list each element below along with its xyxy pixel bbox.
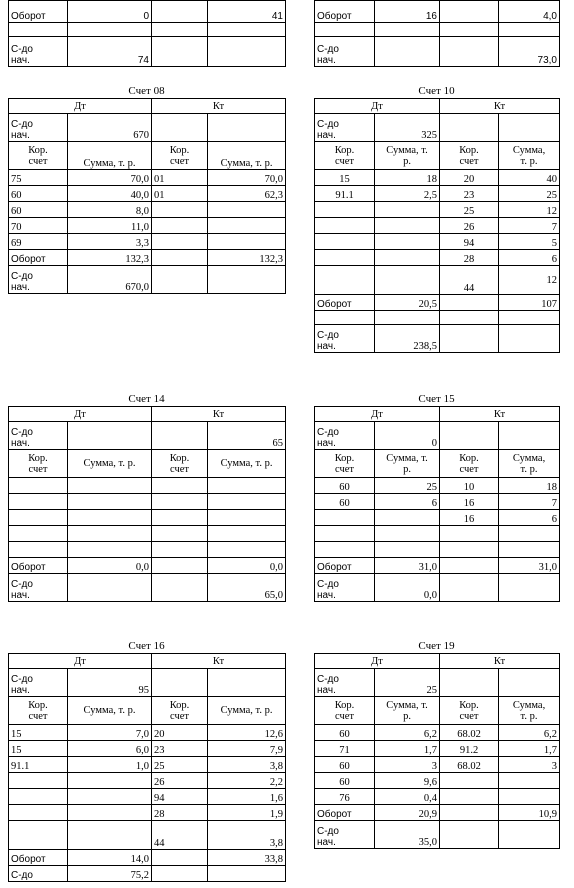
balance-label: С-до нач. <box>315 37 375 67</box>
closing-balance-label: С-до нач. <box>9 574 68 602</box>
opening-balance-dt: 670 <box>68 114 152 142</box>
balance-dt: 74 <box>68 37 152 67</box>
dt-header: Дт <box>315 407 440 422</box>
account-19-title: Счет 19 <box>418 640 455 652</box>
closing-balance-dt: 238,5 <box>375 325 440 353</box>
turnover-kt: 10,9 <box>499 805 560 821</box>
account-10-table <box>314 98 560 353</box>
table-row: 16 6 <box>315 510 560 526</box>
table-row: 60 6,2 68.02 6,2 <box>315 725 560 741</box>
closing-balance-label: С-до нач. <box>9 266 68 294</box>
col-sum: Сумма, т. р. <box>499 450 560 478</box>
opening-balance-dt: 325 <box>375 114 440 142</box>
kt-header: Кт <box>152 99 286 114</box>
account-08-title: Счет 08 <box>128 85 165 97</box>
opening-balance-label: С-до нач. <box>315 422 375 450</box>
turnover-kt: 0,0 <box>208 558 286 574</box>
opening-balance-kt: 65 <box>208 422 286 450</box>
table-row: 26 2,2 <box>9 773 286 789</box>
table-row: 60 8,0 <box>9 202 286 218</box>
account-16-title: Счет 16 <box>128 640 165 652</box>
turnover-kt: 132,3 <box>208 250 286 266</box>
top-right-table <box>314 0 560 67</box>
table-row: 25 12 <box>315 202 560 218</box>
opening-balance-label: С-до нач. <box>315 669 375 697</box>
turnover-kt: 31,0 <box>499 558 560 574</box>
col-sum: Сумма, т. р. <box>68 142 152 170</box>
turnover-label: Оборот <box>315 1 375 23</box>
closing-balance-dt: 0,0 <box>375 574 440 602</box>
opening-balance-label: С-до нач. <box>315 114 375 142</box>
kt-header: Кт <box>440 654 560 669</box>
turnover-dt: 14,0 <box>68 850 152 866</box>
col-kor-schet: Кор. счет <box>152 450 208 478</box>
col-sum: Сумма, т. р. <box>208 697 286 725</box>
table-row: 28 6 <box>315 250 560 266</box>
table-row: 60 3 68.02 3 <box>315 757 560 773</box>
col-kor-schet: Кор. счет <box>315 450 375 478</box>
kt-header: Кт <box>152 407 286 422</box>
balance-label: С-до нач. <box>9 37 68 67</box>
col-sum: Сумма, т. р. <box>208 142 286 170</box>
kt-header: Кт <box>152 654 286 669</box>
table-row: 71 1,7 91.2 1,7 <box>315 741 560 757</box>
turnover-dt: 16 <box>375 1 440 23</box>
table-row: 60 25 10 18 <box>315 478 560 494</box>
dt-header: Дт <box>315 654 440 669</box>
opening-balance-dt: 0 <box>375 422 440 450</box>
table-row: 70 11,0 <box>9 218 286 234</box>
col-sum: Сумма, т. р. <box>499 697 560 725</box>
col-sum: Сумма, т. р. <box>375 697 440 725</box>
turnover-dt: 20,9 <box>375 805 440 821</box>
table-row: 15 6,0 23 7,9 <box>9 741 286 757</box>
account-14-title: Счет 14 <box>128 393 165 405</box>
table-row: 44 3,8 <box>9 821 286 850</box>
col-kor-schet: Кор. счет <box>152 697 208 725</box>
opening-balance-label: С-до нач. <box>9 422 68 450</box>
dt-header: Дт <box>9 654 152 669</box>
col-kor-schet: Кор. счет <box>440 142 499 170</box>
turnover-label: Оборот <box>9 1 68 23</box>
balance-kt: 73,0 <box>499 37 560 67</box>
opening-balance-label: С-до нач. <box>9 669 68 697</box>
col-sum: Сумма, т. р. <box>375 450 440 478</box>
turnover-kt: 4,0 <box>499 1 560 23</box>
turnover-dt: 0 <box>68 1 152 23</box>
turnover-label: Оборот <box>9 250 68 266</box>
account-14-table <box>8 406 286 602</box>
turnover-label: Оборот <box>315 805 375 821</box>
table-row: 60 9,6 <box>315 773 560 789</box>
col-kor-schet: Кор. счет <box>440 697 499 725</box>
closing-balance-label: С-до <box>9 866 68 882</box>
col-kor-schet: Кор. счет <box>315 142 375 170</box>
closing-balance-dt: 670,0 <box>68 266 152 294</box>
opening-balance-label: С-до нач. <box>9 114 68 142</box>
table-row: 76 0,4 <box>315 789 560 805</box>
col-kor-schet: Кор. счет <box>9 142 68 170</box>
col-kor-schet: Кор. счет <box>152 142 208 170</box>
col-sum: Сумма, т. р. <box>68 450 152 478</box>
turnover-label: Оборот <box>315 558 375 574</box>
kt-header: Кт <box>440 99 560 114</box>
opening-balance-dt: 25 <box>375 669 440 697</box>
turnover-kt: 107 <box>499 295 560 311</box>
closing-balance-dt: 35,0 <box>375 821 440 849</box>
closing-balance-label: С-до нач. <box>315 574 375 602</box>
turnover-label: Оборот <box>9 558 68 574</box>
table-row: 15 18 20 40 <box>315 170 560 186</box>
table-row: 94 1,6 <box>9 789 286 805</box>
account-15-table <box>314 406 560 602</box>
col-sum: Сумма, т. р. <box>375 142 440 170</box>
account-16-table <box>8 653 286 882</box>
col-kor-schet: Кор. счет <box>440 450 499 478</box>
col-sum: Сумма, т. р. <box>68 697 152 725</box>
table-row: 28 1,9 <box>9 805 286 821</box>
col-sum: Сумма, т. р. <box>499 142 560 170</box>
kt-header: Кт <box>440 407 560 422</box>
col-sum: Сумма, т. р. <box>208 450 286 478</box>
table-row: 15 7,0 20 12,6 <box>9 725 286 741</box>
turnover-label: Оборот <box>9 850 68 866</box>
table-row: 69 3,3 <box>9 234 286 250</box>
table-row: 91.1 2,5 23 25 <box>315 186 560 202</box>
turnover-kt: 33,8 <box>208 850 286 866</box>
turnover-kt: 41 <box>208 1 286 23</box>
turnover-dt: 20,5 <box>375 295 440 311</box>
turnover-dt: 132,3 <box>68 250 152 266</box>
dt-header: Дт <box>315 99 440 114</box>
closing-balance-label: С-до нач. <box>315 821 375 849</box>
closing-balance-label: С-до нач. <box>315 325 375 353</box>
turnover-label: Оборот <box>315 295 375 311</box>
table-row: 60 40,0 01 62,3 <box>9 186 286 202</box>
table-row: 91.1 1,0 25 3,8 <box>9 757 286 773</box>
turnover-dt: 0,0 <box>68 558 152 574</box>
account-19-table <box>314 653 560 849</box>
closing-balance-kt: 65,0 <box>208 574 286 602</box>
closing-balance-dt: 75,2 <box>68 866 152 882</box>
account-10-title: Счет 10 <box>418 85 455 97</box>
opening-balance-dt: 95 <box>68 669 152 697</box>
top-left-table <box>8 0 286 67</box>
table-row: 75 70,0 01 70,0 <box>9 170 286 186</box>
table-row: 44 12 <box>315 266 560 295</box>
account-08-table <box>8 98 286 294</box>
dt-header: Дт <box>9 407 152 422</box>
account-15-title: Счет 15 <box>418 393 455 405</box>
table-row: 26 7 <box>315 218 560 234</box>
col-kor-schet: Кор. счет <box>9 697 68 725</box>
turnover-dt: 31,0 <box>375 558 440 574</box>
col-kor-schet: Кор. счет <box>9 450 68 478</box>
table-row: 94 5 <box>315 234 560 250</box>
dt-header: Дт <box>9 99 152 114</box>
table-row: 60 6 16 7 <box>315 494 560 510</box>
col-kor-schet: Кор. счет <box>315 697 375 725</box>
